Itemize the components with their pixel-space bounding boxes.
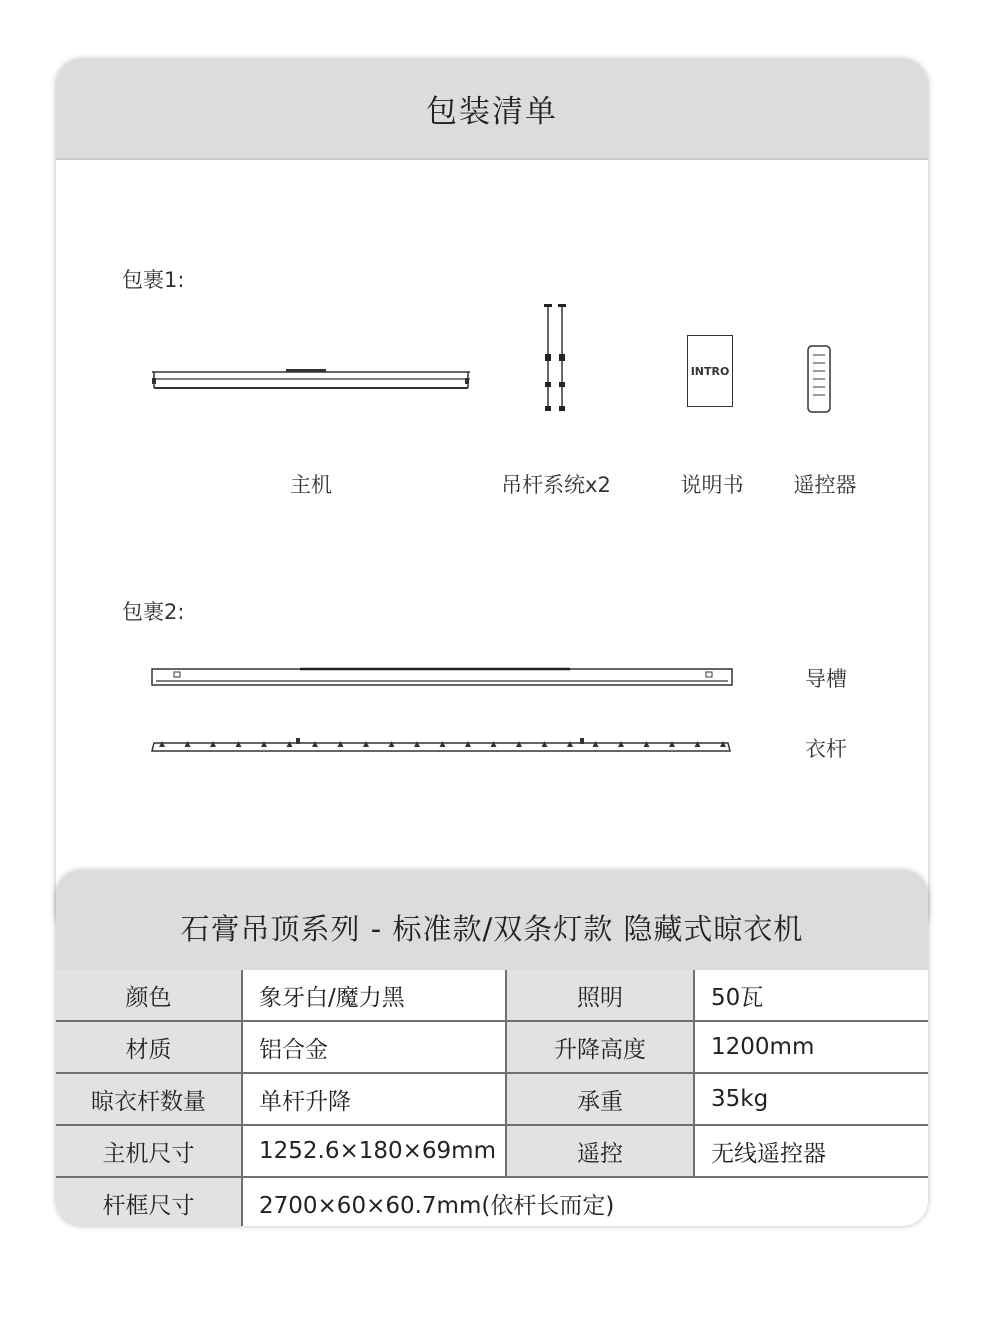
spec-value: 单杆升降: [242, 1073, 506, 1125]
spec-label: 照明: [506, 970, 694, 1021]
spec-value: 铝合金: [242, 1021, 506, 1073]
main-unit-label: 主机: [290, 473, 332, 497]
spec-title: 石膏吊顶系列 - 标准款/双条灯款 隐藏式晾衣机: [56, 870, 928, 970]
hanging-rod-icon: [540, 304, 570, 416]
spec-label: 颜色: [56, 970, 242, 1021]
spec-value: 1252.6×180×69mm: [242, 1125, 506, 1177]
guide-rail-label: 导槽: [805, 667, 847, 691]
spec-label: 主机尺寸: [56, 1125, 242, 1177]
spec-label: 杆框尺寸: [56, 1177, 242, 1226]
clothes-rod-icon: [152, 735, 732, 755]
spec-value: 象牙白/魔力黑: [242, 970, 506, 1021]
spec-value: 2700×60×60.7mm(依杆长而定): [242, 1177, 928, 1226]
spec-value: 1200mm: [694, 1021, 928, 1073]
remote-control-icon: [807, 345, 833, 415]
spec-label: 遥控: [506, 1125, 694, 1177]
hanging-rod-label: 吊杆系统x2: [501, 473, 611, 497]
spec-table: [56, 970, 928, 1226]
spec-row: [56, 970, 928, 1021]
main-unit-icon: [146, 364, 476, 394]
spec-card: [56, 870, 928, 1226]
spec-label: 材质: [56, 1021, 242, 1073]
clothes-rod-label: 衣杆: [805, 737, 847, 761]
spec-value: 35kg: [694, 1073, 928, 1125]
spec-row: [56, 1125, 928, 1177]
remote-control-label: 遥控器: [793, 473, 857, 497]
guide-rail-icon: [150, 667, 736, 689]
manual-icon: INTRO: [687, 335, 733, 407]
spec-label: 晾衣杆数量: [56, 1073, 242, 1125]
package1-label: 包裹1:: [122, 268, 185, 292]
packing-list-card: [56, 59, 928, 939]
spec-label: 升降高度: [506, 1021, 694, 1073]
spec-label: 承重: [506, 1073, 694, 1125]
spec-row: [56, 1021, 928, 1073]
spec-row: [56, 1177, 928, 1226]
spec-row: [56, 1073, 928, 1125]
packing-list-title: 包装清单: [56, 59, 928, 160]
package2-label: 包裹2:: [122, 600, 185, 624]
spec-value: 无线遥控器: [694, 1125, 928, 1177]
spec-value: 50瓦: [694, 970, 928, 1021]
manual-label: 说明书: [680, 473, 744, 497]
